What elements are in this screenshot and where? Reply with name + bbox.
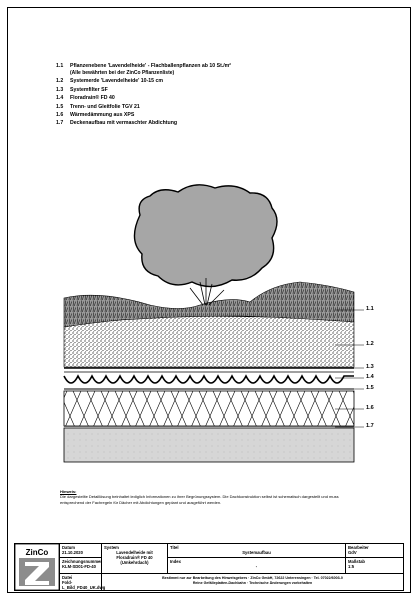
legend-item: 1.3 Systemfilter SF	[56, 86, 108, 93]
layer-label: 1.5	[366, 385, 374, 391]
footer-cell: Bestimmt nur zur Bearbeitung des Hinweisgebers · ZinCo GmbH, 72622 Unterensingen · Tel. 07022/6003-0 Reine Gefälleplatten-Dachbahn · Technische Änderungen vorbehalten	[101, 574, 403, 590]
note-text: Die dargestellte Detaillösung beinhaltet lediglich Informationen zu ihrer Begrünungssystem. Die Dachkonstruktion selbst ist schematisch dargestellt und muss entsprechend der Fachregeln für Dächer mit Abdichtungen geplant und ausgeführt werden.	[60, 494, 339, 505]
legend-item: 1.6 Wärmedämmung aus XPS	[56, 112, 135, 119]
legend-subtext: (Alle bewährten bei der ZinCo Pflanzenliste)	[70, 70, 175, 77]
logo-text: ZinCo	[25, 548, 49, 557]
layer-label: 1.7	[366, 423, 374, 429]
layer-substrate	[64, 316, 354, 367]
legend-item: 1.2 Systemerde 'Lavendelheide' 10-15 cm	[56, 78, 164, 85]
index-cell: Index -	[167, 558, 345, 574]
title-block	[14, 543, 404, 591]
layer-deck	[64, 428, 354, 462]
legend-item: 1.5 Trenn- und Gleitfolie TGV 21	[56, 103, 140, 110]
scale-cell: Maßstab 1:5	[345, 558, 403, 574]
zinco-logo	[15, 544, 59, 590]
layer-label: 1.4	[366, 374, 374, 380]
drawing-number-cell: Zeichnungsnummer KLM-SD01-FD-40	[59, 558, 101, 574]
note-title: Hinweis:	[60, 489, 77, 494]
author-cell: Bearbeiter GdV	[345, 544, 403, 558]
layer-drainage	[64, 370, 354, 388]
layer-label: 1.3	[366, 364, 374, 370]
legend-item: 1.4 Floradrain® FD 40	[56, 95, 115, 102]
legend-item: 1.7 Deckenaufbau mit vermaschter Abdichtung	[56, 120, 178, 127]
note	[60, 489, 360, 505]
title-cell: Titel Systemaufbau	[167, 544, 345, 558]
shrub-canopy	[134, 185, 277, 287]
layer-label: 1.2	[366, 341, 374, 347]
file-cell: Datei Fold-L_Bild_FD40_UK.dwg	[59, 574, 101, 590]
layer-label: 1.1	[366, 306, 374, 312]
legend-item: 1.1 Pflanzenebene 'Lavendelheide' - Flachballenpflanzen ab 10 St./m²	[56, 63, 232, 69]
date-cell: Datum 21.10.2020	[59, 544, 101, 558]
system-cell: System Lavendelheide mit Floradrain® FD 40 (Umkehrdach)	[101, 544, 167, 574]
layer-label: 1.6	[366, 405, 374, 411]
